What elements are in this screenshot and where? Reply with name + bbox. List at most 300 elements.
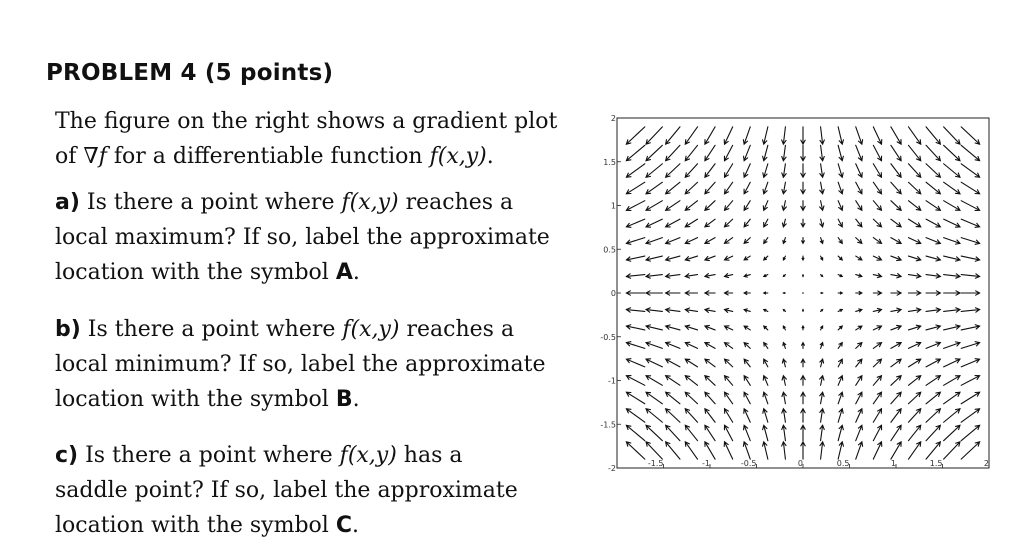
field-arrow — [801, 359, 805, 367]
field-arrow — [908, 164, 920, 177]
field-arrow — [626, 342, 644, 349]
field-arrow — [801, 182, 805, 194]
field-arrow — [764, 275, 768, 277]
field-arrow — [743, 127, 750, 144]
field-arrow — [944, 325, 960, 330]
field-arrow — [646, 425, 662, 440]
field-arrow — [838, 201, 843, 211]
field-arrow — [908, 201, 920, 211]
field-arrow — [764, 292, 768, 294]
field-arrow — [856, 359, 862, 367]
field-arrow — [820, 182, 824, 194]
field-arrow — [856, 256, 862, 260]
field-arrow — [782, 425, 786, 440]
field-arrow — [685, 308, 697, 312]
field-arrow — [873, 409, 881, 422]
field-arrow — [725, 308, 733, 312]
field-arrow — [626, 238, 644, 245]
symbol-b: B — [335, 387, 353, 412]
field-arrow — [838, 127, 843, 144]
field-arrow — [646, 182, 662, 194]
field-arrow — [961, 182, 979, 194]
field-arrow — [782, 359, 786, 367]
field-arrow — [944, 274, 960, 278]
field-arrow — [944, 291, 960, 295]
field-arrow — [744, 256, 750, 260]
field-arrow — [961, 308, 979, 312]
field-arrow — [626, 308, 644, 312]
field-arrow — [908, 409, 920, 422]
field-arrow — [891, 325, 901, 330]
field-arrow — [820, 409, 824, 422]
field-arrow — [763, 442, 768, 459]
intro-prefix: of — [55, 144, 84, 169]
field-arrow — [944, 308, 960, 312]
field-arrow — [802, 292, 804, 294]
field-arrow — [802, 326, 804, 330]
part-c-symbol-pre: location with the symbol — [55, 513, 336, 538]
part-b-post: reaches a — [399, 317, 515, 342]
field-arrow — [856, 309, 862, 312]
field-arrow — [961, 442, 979, 459]
field-arrow — [908, 238, 920, 244]
field-arrow — [856, 145, 863, 160]
field-arrow — [646, 201, 662, 211]
field-arrow — [666, 376, 680, 386]
field-arrow — [926, 392, 940, 404]
y-tick-label: -0.5 — [600, 332, 616, 342]
intro-period: . — [486, 144, 494, 169]
field-arrow — [705, 274, 715, 278]
field-arrow — [782, 409, 786, 422]
field-arrow — [926, 274, 940, 278]
field-arrow — [626, 201, 644, 211]
field-arrow — [646, 164, 662, 177]
symbol-c: C — [335, 513, 352, 538]
field-arrow — [961, 201, 979, 211]
field-arrow — [873, 256, 881, 260]
field-arrow — [838, 219, 842, 227]
field-arrow — [666, 219, 680, 227]
x-tick-label: 2 — [983, 459, 989, 468]
field-arrow — [838, 359, 842, 367]
field-arrow — [626, 256, 644, 261]
problem-title: PROBLEM 4 (5 points) — [46, 60, 334, 86]
field-arrow — [646, 274, 662, 278]
field-arrow — [725, 238, 733, 244]
field-arrow — [926, 376, 940, 386]
field-arrow — [961, 409, 979, 422]
field-arrow — [685, 342, 697, 348]
field-arrow — [891, 308, 901, 312]
field-arrow — [961, 291, 979, 295]
field-arrow — [838, 442, 843, 459]
field-arrow — [821, 326, 823, 330]
field-arrow — [856, 201, 862, 211]
field-arrow — [961, 238, 979, 245]
part-a-pre: Is there a point where — [79, 190, 342, 215]
field-arrow — [873, 238, 881, 244]
field-arrow — [744, 326, 750, 330]
field-arrow — [783, 292, 785, 293]
y-tick-label: -1 — [608, 376, 616, 386]
field-arrow — [873, 291, 881, 295]
field-arrow — [961, 325, 979, 330]
field-arrow — [856, 343, 862, 349]
field-arrow — [873, 359, 881, 367]
field-arrow — [666, 442, 680, 459]
field-arrow — [856, 409, 862, 422]
field-arrow — [783, 238, 786, 244]
field-arrow — [783, 343, 786, 349]
field-arrow — [744, 182, 750, 194]
field-arrow — [891, 127, 901, 144]
field-arrow — [744, 425, 751, 440]
field-arrow — [801, 219, 805, 227]
field-arrow — [891, 359, 901, 367]
field-arrow — [873, 274, 881, 278]
field-arrow — [926, 201, 940, 211]
field-arrow — [908, 256, 920, 261]
field-arrow — [961, 145, 979, 160]
field-arrow — [705, 392, 715, 404]
part-a-line-2: local maximum? If so, label the approximate — [55, 225, 550, 250]
field-arrow — [838, 238, 842, 244]
field-arrow — [744, 359, 750, 367]
x-tick-label: 1.5 — [929, 459, 943, 468]
part-c-function: f(x,y) — [339, 443, 397, 468]
field-arrow — [783, 275, 785, 277]
field-arrow — [856, 376, 862, 386]
field-arrow — [803, 310, 804, 312]
field-arrow — [926, 238, 940, 244]
field-arrow — [944, 256, 960, 261]
field-arrow — [783, 326, 785, 330]
field-arrow — [926, 127, 940, 144]
field-arrow — [873, 164, 881, 177]
field-arrow — [856, 425, 863, 440]
field-arrow — [802, 238, 805, 244]
x-tick-label: -1 — [702, 459, 710, 468]
field-arrow — [666, 127, 680, 144]
field-arrow — [725, 343, 733, 349]
field-arrow — [891, 425, 901, 440]
field-arrow — [856, 442, 863, 459]
field-arrow — [763, 145, 768, 160]
field-arrow — [908, 342, 920, 348]
field-arrow — [725, 392, 733, 404]
field-arrow — [961, 342, 979, 349]
part-c-line-1 — [55, 438, 585, 473]
field-arrow — [666, 325, 680, 330]
field-arrow — [908, 392, 920, 404]
y-tick-label: -2 — [608, 464, 616, 473]
field-arrow — [666, 164, 680, 177]
field-arrow — [666, 409, 680, 422]
field-arrow — [646, 409, 662, 422]
field-arrow — [908, 308, 920, 312]
field-arrow — [646, 325, 662, 330]
field-arrow — [944, 425, 960, 440]
gradient-plot — [595, 110, 995, 475]
field-arrow — [820, 425, 824, 440]
field-arrow — [626, 274, 644, 278]
field-arrow — [705, 127, 715, 144]
field-arrow — [801, 127, 805, 144]
part-b — [55, 312, 585, 417]
field-arrow — [891, 201, 901, 211]
field-arrow — [646, 442, 662, 459]
field-arrow — [821, 256, 823, 260]
field-arrow — [908, 376, 920, 386]
field-arrow — [626, 164, 644, 177]
part-a-line-1 — [55, 185, 585, 220]
field-arrow — [763, 164, 768, 177]
field-arrow — [944, 145, 960, 160]
problem-intro — [55, 104, 585, 174]
field-arrow — [764, 256, 768, 260]
field-arrow — [782, 164, 786, 177]
field-arrow — [764, 219, 768, 227]
field-arrow — [891, 376, 901, 386]
field-arrow — [820, 219, 824, 227]
field-arrow — [626, 359, 644, 367]
field-arrow — [873, 219, 881, 227]
field-arrow — [725, 291, 733, 295]
field-arrow — [725, 256, 733, 260]
field-arrow — [705, 256, 715, 261]
field-arrow — [944, 201, 960, 211]
field-arrow — [744, 219, 750, 227]
field-arrow — [801, 201, 805, 211]
field-arrow — [944, 182, 960, 194]
field-arrow — [944, 359, 960, 367]
field-arrow — [705, 308, 715, 312]
x-tick-label: 0 — [797, 459, 803, 468]
field-arrow — [908, 325, 920, 330]
part-c-period: . — [352, 513, 359, 538]
field-arrow — [626, 291, 644, 295]
field-arrow — [821, 292, 823, 293]
field-arrow — [926, 164, 940, 177]
field-arrow — [820, 376, 824, 386]
part-c — [55, 438, 585, 543]
field-arrow — [725, 182, 733, 194]
field-arrow — [646, 291, 662, 295]
field-arrow — [763, 376, 768, 386]
field-arrow — [685, 164, 697, 177]
field-arrow — [926, 442, 940, 459]
field-arrow — [961, 256, 979, 261]
field-arrow — [705, 145, 715, 160]
field-arrow — [961, 127, 979, 144]
field-arrow — [961, 164, 979, 177]
field-arrow — [725, 274, 733, 278]
field-arrow — [705, 219, 715, 227]
x-tick-label: -0.5 — [740, 459, 757, 468]
part-a-label: a) — [55, 190, 80, 215]
field-arrow — [744, 274, 750, 277]
field-arrow — [820, 238, 823, 244]
field-arrow — [820, 145, 824, 160]
field-arrow — [626, 392, 644, 404]
field-arrow — [763, 409, 768, 422]
field-arrow — [908, 182, 920, 194]
field-arrow — [763, 392, 768, 404]
field-arrow — [646, 392, 662, 404]
field-arrow — [744, 309, 750, 312]
field-arrow — [908, 359, 920, 367]
part-c-line-3 — [55, 508, 585, 543]
field-arrow — [873, 376, 881, 386]
part-c-label: c) — [55, 443, 79, 468]
field-arrow — [685, 425, 697, 440]
field-arrow — [856, 238, 862, 244]
field-arrow — [666, 291, 680, 295]
field-arrow — [873, 201, 881, 211]
field-arrow — [873, 392, 881, 404]
field-arrow — [838, 376, 843, 386]
x-tick-label: 1 — [890, 459, 896, 468]
field-arrow — [961, 274, 979, 278]
field-arrow — [856, 326, 862, 330]
field-arrow — [744, 409, 750, 422]
field-arrow — [782, 182, 786, 194]
field-arrow — [891, 145, 901, 160]
field-arrow — [856, 182, 862, 194]
field-arrow — [646, 376, 662, 386]
field-arrow — [763, 182, 768, 194]
field-arrow — [891, 256, 901, 261]
field-arrow — [856, 164, 862, 177]
part-b-line-1 — [55, 312, 585, 347]
field-arrow — [961, 392, 979, 404]
field-arrow — [926, 182, 940, 194]
field-arrow — [764, 326, 768, 330]
field-arrow — [626, 182, 644, 194]
field-arrow — [820, 392, 824, 404]
field-arrow — [725, 326, 733, 330]
field-arrow — [926, 219, 940, 227]
field-arrow — [724, 145, 732, 160]
field-arrow — [685, 409, 697, 422]
field-arrow — [944, 409, 960, 422]
field-arrow — [782, 219, 786, 227]
field-arrow — [705, 325, 715, 330]
field-arrow — [838, 343, 842, 349]
field-arrow — [891, 164, 901, 177]
field-arrow — [782, 376, 786, 386]
field-arrow — [891, 291, 901, 295]
field-arrow — [646, 342, 662, 349]
field-arrow — [801, 409, 805, 422]
intro-line-1: The figure on the right shows a gradient plot — [55, 109, 558, 134]
field-arrow — [764, 343, 768, 349]
field-arrow — [891, 274, 901, 278]
field-arrow — [820, 127, 824, 144]
part-a — [55, 185, 585, 290]
field-arrow — [666, 145, 680, 160]
field-arrow — [821, 275, 823, 277]
field-arrow — [961, 376, 979, 386]
field-arrow — [926, 256, 940, 261]
field-arrow — [705, 291, 715, 295]
field-arrow — [705, 164, 715, 177]
field-arrow — [705, 238, 715, 244]
field-arrow — [705, 201, 715, 211]
field-arrow — [944, 238, 960, 245]
field-arrow — [763, 127, 768, 144]
intro-middle: for a differentiable function — [106, 144, 430, 169]
field-arrow — [782, 127, 786, 144]
field-arrow — [782, 145, 786, 160]
field-arrow — [764, 309, 768, 311]
part-a-post: reaches a — [398, 190, 514, 215]
field-arrow — [646, 127, 662, 144]
x-tick-label: -1.5 — [647, 459, 664, 468]
field-arrow — [926, 359, 940, 367]
part-c-pre: Is there a point where — [78, 443, 340, 468]
field-arrow — [685, 201, 697, 211]
field-arrow — [838, 425, 843, 440]
field-arrow — [802, 256, 804, 260]
y-tick-label: 0.5 — [603, 245, 616, 255]
field-arrow — [685, 274, 697, 278]
field-arrow — [705, 359, 715, 367]
part-b-label: b) — [55, 317, 81, 342]
field-arrow — [744, 291, 750, 294]
field-arrow — [873, 326, 881, 330]
field-arrow — [801, 392, 805, 404]
field-arrow — [802, 343, 805, 349]
y-tick-label: 0 — [610, 289, 616, 298]
field-arrow — [873, 145, 881, 160]
field-arrow — [666, 392, 680, 404]
field-arrow — [944, 392, 960, 404]
part-b-line-3 — [55, 382, 585, 417]
field-arrow — [666, 182, 680, 194]
field-arrow — [926, 145, 940, 160]
field-arrow — [725, 201, 733, 211]
field-arrow — [908, 127, 920, 144]
field-arrow — [782, 392, 786, 404]
y-tick-label: 1.5 — [603, 157, 616, 167]
field-arrow — [856, 219, 862, 227]
gradient-symbol: ∇f — [83, 144, 107, 169]
field-arrow — [891, 343, 901, 349]
field-arrow — [908, 442, 920, 459]
field-arrow — [666, 238, 680, 244]
field-arrow — [646, 238, 662, 245]
field-arrow — [782, 201, 786, 211]
field-arrow — [666, 201, 680, 211]
field-arrow — [944, 127, 960, 144]
symbol-a: A — [335, 260, 353, 285]
part-b-function: f(x,y) — [342, 317, 400, 342]
part-c-post: has a — [396, 443, 463, 468]
field-arrow — [685, 325, 697, 330]
field-arrow — [944, 219, 960, 227]
field-arrow — [764, 359, 768, 367]
field-arrow — [725, 359, 733, 367]
field-arrow — [820, 343, 823, 349]
field-arrow — [961, 425, 979, 440]
field-arrow — [838, 292, 842, 294]
field-arrow — [838, 182, 843, 194]
field-arrow — [724, 442, 732, 459]
field-arrow — [725, 376, 733, 386]
field-arrow — [838, 392, 843, 404]
